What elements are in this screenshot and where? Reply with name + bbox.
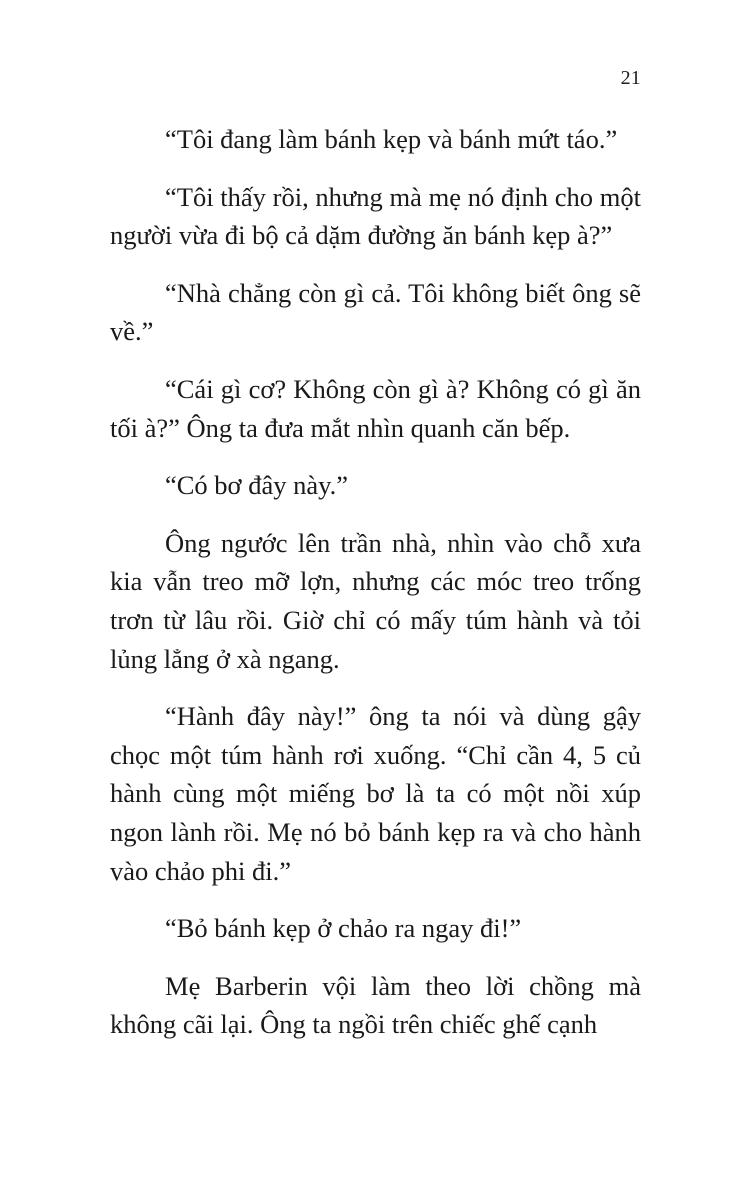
page-number: 21 [620, 67, 641, 89]
paragraph: Ông ngước lên trần nhà, nhìn vào chỗ xưa kia vẫn treo mỡ lợn, nhưng các móc treo trống trơn từ lâu rồi. Giờ chỉ có mấy túm hành và tỏi lủng lẳng ở xà ngang. [110, 527, 641, 674]
paragraph: “Có bơ đây này.” [165, 470, 349, 501]
paragraph: “Nhà chẳng còn gì cả. Tôi không biết ông sẽ về.” [110, 277, 641, 347]
body-text [110, 120, 641, 1044]
paragraph: “Tôi thấy rồi, nhưng mà mẹ nó định cho một người vừa đi bộ cả dặm đường ăn bánh kẹp à?” [110, 181, 641, 251]
paragraph: Mẹ Barberin vội làm theo lời chồng mà không cãi lại. Ông ta ngồi trên chiếc ghế cạnh [110, 970, 641, 1040]
paragraph: “Tôi đang làm bánh kẹp và bánh mứt táo.” [165, 124, 618, 154]
page-header [110, 66, 641, 90]
paragraph: “Hành đây này!” ông ta nói và dùng gậy chọc một túm hành rơi xuống. “Chỉ cần 4, 5 củ hành cùng một miếng bơ là ta có một nồi xúp ngon lành rồi. Mẹ nó bỏ bánh kẹp ra và cho hành vào chảo phi đi.” [110, 701, 641, 886]
paragraph: “Bỏ bánh kẹp ở chảo ra ngay đi!” [165, 913, 522, 944]
paragraph: “Cái gì cơ? Không còn gì à? Không có gì ăn tối à?” Ông ta đưa mắt nhìn quanh căn bếp. [110, 373, 641, 443]
